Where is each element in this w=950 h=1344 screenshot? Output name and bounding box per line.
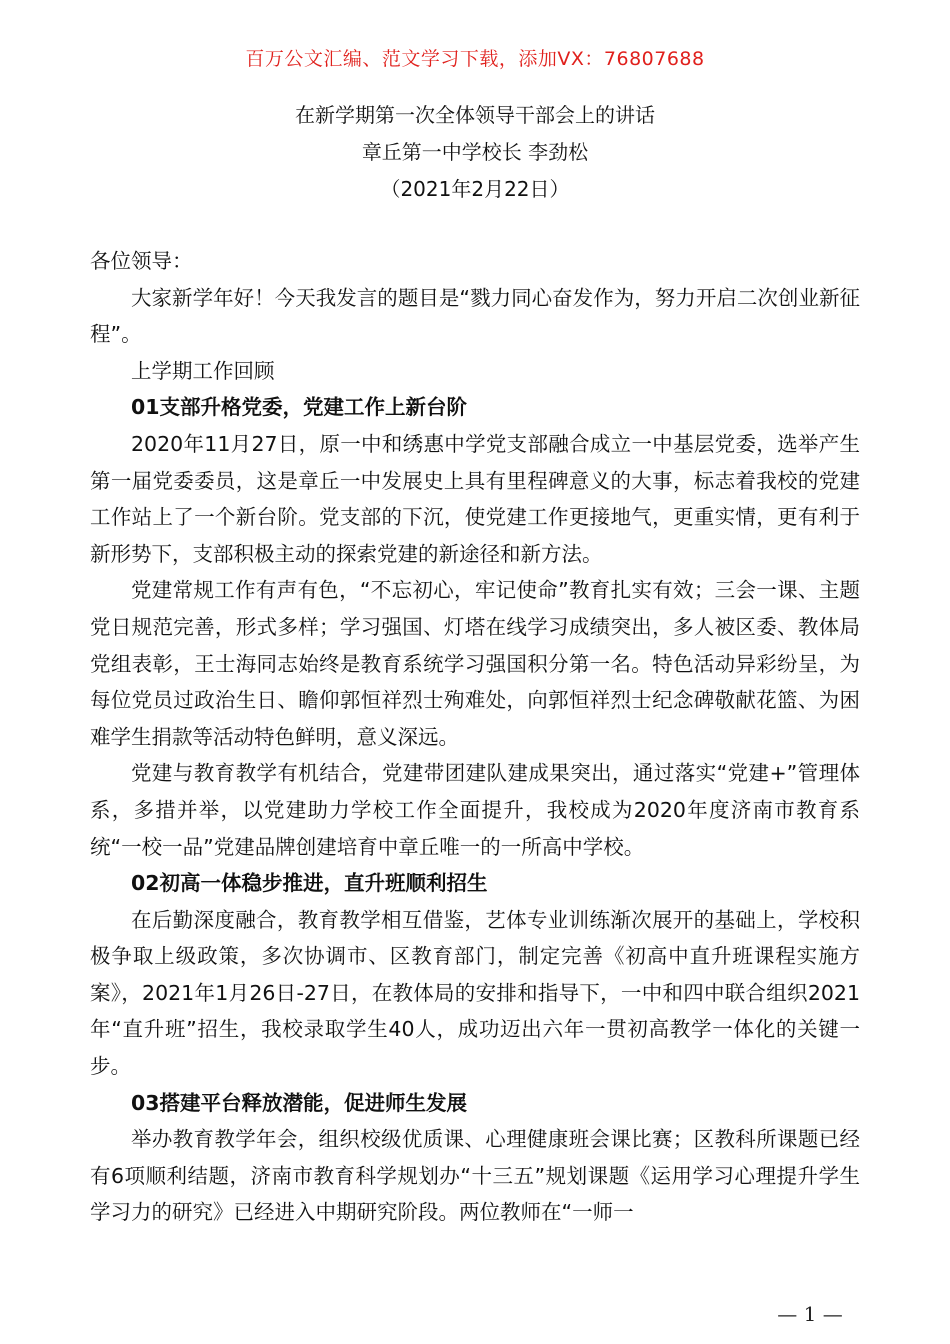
speech-body <box>90 243 860 1231</box>
section-heading-3: 03搭建平台释放潜能，促进师生发展 <box>131 1090 468 1115</box>
paragraph-party-education: 党建与教育教学有机结合，党建带团建队建成果突出，通过落实“党建+”管理体系，多措并举，以党建助力学校工作全面提升，我校成为2020年度济南市教育系统“一校一品”党建品牌创建培育中章丘唯一的一所高中学校。 <box>90 761 860 859</box>
paragraph-platform: 举办教育教学年会，组织校级优质课、心理健康班会课比赛；区教科所课题已经有6项顺利结题，济南市教育科学规划办“十三五”规划课题《运用学习心理提升学生学习力的研究》已经进入中期研究阶段。两位教师在“一师一 <box>90 1127 860 1225</box>
title-block <box>0 97 950 208</box>
paragraph-direct-class: 在后勤深度融合，教育教学相互借鉴，艺体专业训练渐次展开的基础上，学校积极争取上级政策，多次协调市、区教育部门，制定完善《初高中直升班课程实施方案》，2021年1月26日-27日，在教体局的安排和指导下，一中和四中联合组织2021年“直升班”招生，我校录取学生40人，成功迈出六年一贯初高教学一体化的关键一步。 <box>90 907 860 1079</box>
paragraph-party-committee: 2020年11月27日，原一中和绣惠中学党支部融合成立一中基层党委，选举产生第一届党委委员，这是章丘一中发展史上具有里程碑意义的大事，标志着我校的党建工作站上了一个新台阶。党支部的下沉，使党建工作更接地气，更重实情，更有利于新形势下，支部积极主动的探索党建的新途径和新方法。 <box>90 431 860 566</box>
promo-banner: 百万公文汇编、范文学习下载，添加VX：76807688 <box>245 48 705 70</box>
paragraph-party-routine: 党建常规工作有声有色，“不忘初心，牢记使命”教育扎实有效；三会一课、主题党日规范完善，形式多样；学习强国、灯塔在线学习成绩突出，多人被区委、教体局党组表彰，王士海同志始终是教育系统学习强国积分第一名。特色活动异彩纷呈，为每位党员过政治生日、瞻仰郭恒祥烈士殉难处，向郭恒祥烈士纪念碑敬献花篮、为困难学生捐款等活动特色鲜明，意义深远。 <box>90 578 860 749</box>
salutation: 各位领导： <box>90 249 193 273</box>
speech-title: 在新学期第一次全体领导干部会上的讲话 <box>295 103 655 127</box>
section-heading-2: 02初高一体稳步推进，直升班顺利招生 <box>131 871 488 896</box>
speech-date: （2021年2月22日） <box>380 177 570 201</box>
page-number: — 1 — <box>777 1302 843 1326</box>
speech-author: 章丘第一中学校长 李劲松 <box>361 140 589 164</box>
section-heading-1: 01支部升格党委，党建工作上新台阶 <box>131 395 468 420</box>
paragraph-intro: 大家新学年好！今天我发言的题目是“戮力同心奋发作为，努力开启二次创业新征程”。 <box>90 285 860 347</box>
section-label-review: 上学期工作回顾 <box>131 358 275 383</box>
